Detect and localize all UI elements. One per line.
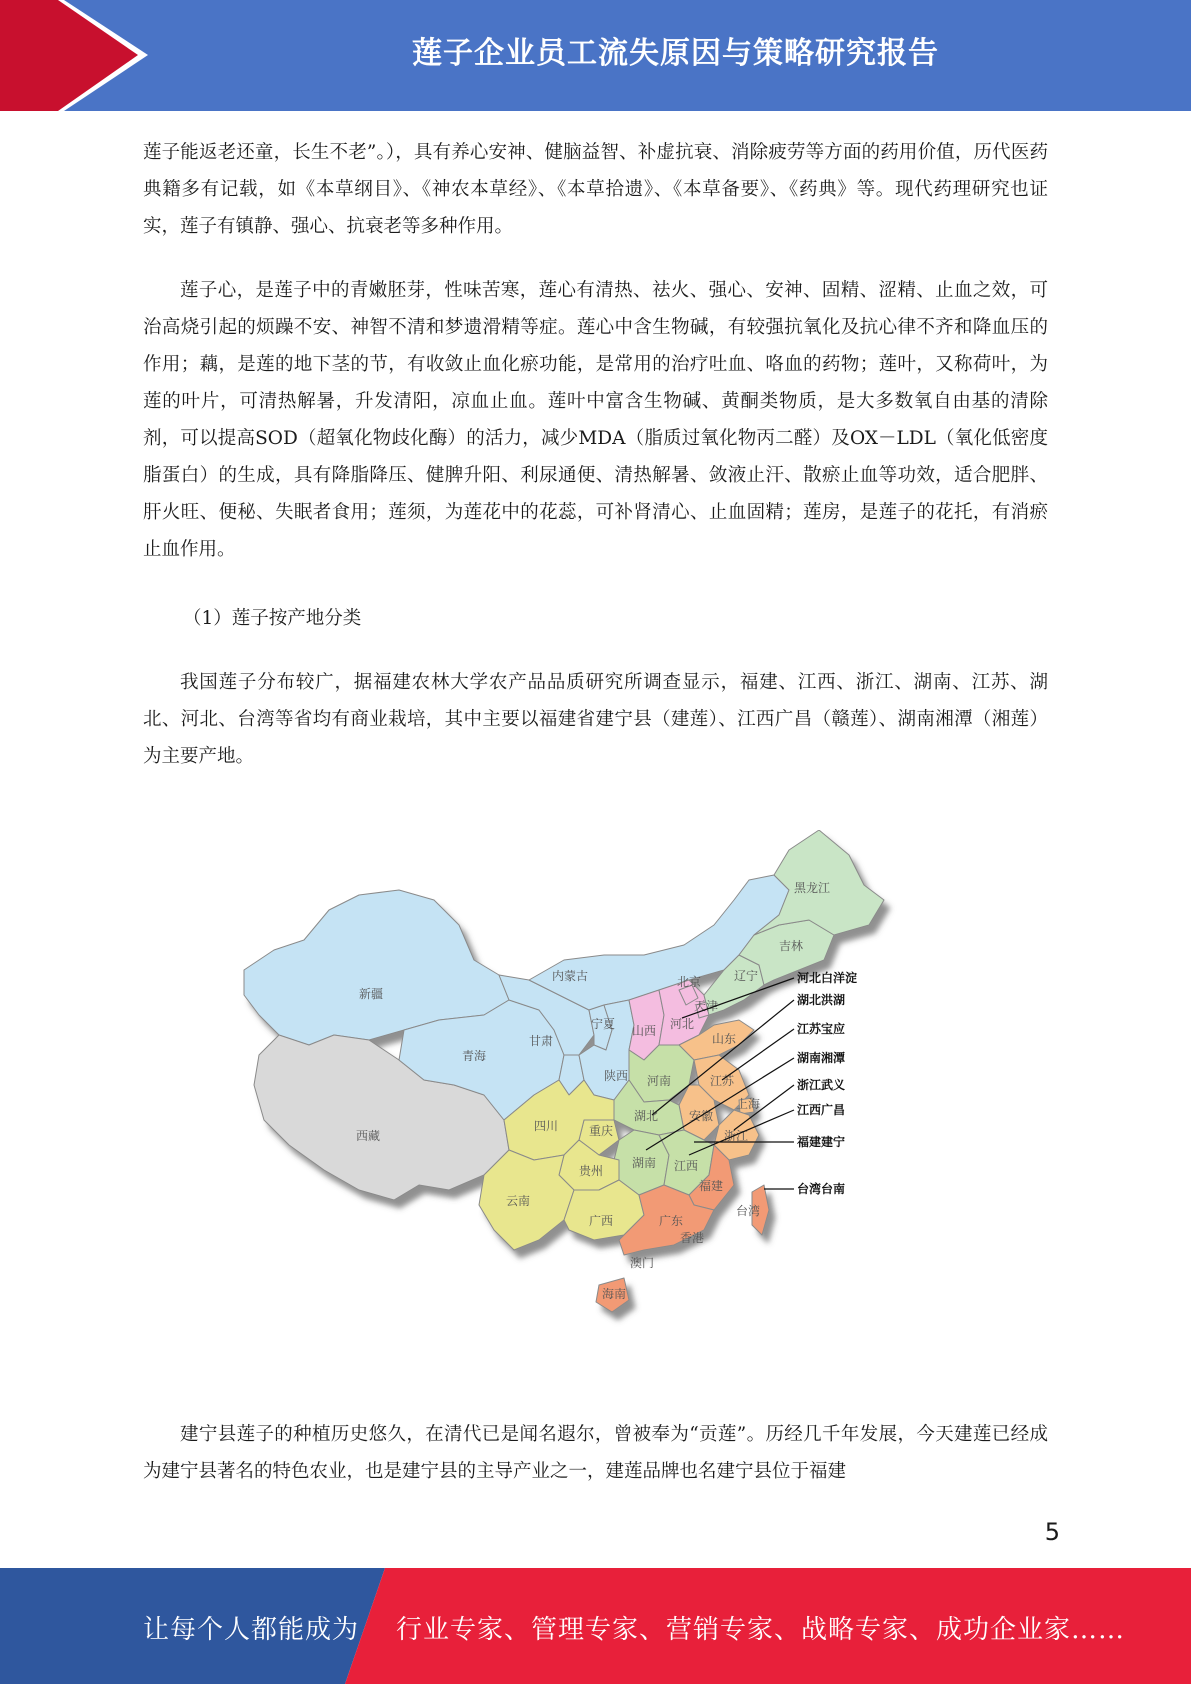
label-qinghai: 青海 bbox=[462, 1049, 487, 1063]
label-hubei: 湖北 bbox=[634, 1109, 659, 1123]
label-jiangsu: 江苏 bbox=[710, 1074, 735, 1088]
body-paragraph-3: 我国莲子分布较广，据福建农林大学农产品品质研究所调查显示，福建、江西、浙江、湖南、江苏、湖北、河北、台湾等省均有商业栽培，其中主要以福建省建宁县（建莲）、江西广昌（赣莲）、湖南湘潭（湘莲）为主要产地。 bbox=[143, 672, 1048, 767]
callout-jiangsu-baoying: 江苏宝应 bbox=[797, 1022, 846, 1036]
body-paragraph-4: 建宁县莲子的种植历史悠久，在清代已是闻名遐尔，曾被奉为“贡莲”。历经几千年发展，今天建莲已经成为建宁县著名的特色农业，也是建宁县的主导产业之一，建莲品牌也名建宁县位于福建 bbox=[143, 1424, 1048, 1482]
label-hebei: 河北 bbox=[670, 1017, 695, 1031]
label-liaoning: 辽宁 bbox=[734, 969, 759, 983]
label-xinjiang: 新疆 bbox=[359, 987, 384, 1001]
label-jilin: 吉林 bbox=[779, 939, 804, 953]
label-hong-kong: 香港 bbox=[680, 1231, 705, 1245]
callout-jiangxi-guangchang: 江西广昌 bbox=[797, 1103, 846, 1117]
callout-zhejiang-wuyi: 浙江武义 bbox=[797, 1078, 846, 1092]
label-shaanxi: 陕西 bbox=[604, 1069, 629, 1083]
callout-hubei-honghu: 湖北洪湖 bbox=[797, 993, 846, 1007]
label-ningxia: 宁夏 bbox=[591, 1017, 616, 1031]
label-heilongjiang: 黑龙江 bbox=[794, 881, 831, 895]
label-yunnan: 云南 bbox=[506, 1194, 531, 1208]
footer-slogan-right: 行业专家、管理专家、营销专家、战略专家、成功企业家…… bbox=[396, 1615, 1126, 1645]
label-taiwan: 台湾 bbox=[736, 1204, 761, 1218]
label-guangdong: 广东 bbox=[659, 1214, 684, 1228]
label-inner-mongolia: 内蒙古 bbox=[552, 969, 589, 983]
header-arrow-icon bbox=[0, 0, 160, 111]
callout-hunan-xiangtan: 湖南湘潭 bbox=[797, 1051, 846, 1065]
label-guangxi: 广西 bbox=[589, 1214, 614, 1228]
label-tianjin: 天津 bbox=[694, 999, 719, 1013]
callout-hebei-baiyangdian: 河北白洋淀 bbox=[797, 971, 858, 985]
label-hunan: 湖南 bbox=[632, 1156, 657, 1170]
label-tibet: 西藏 bbox=[356, 1129, 381, 1143]
label-jiangxi: 江西 bbox=[674, 1159, 699, 1173]
section-heading: （1）莲子按产地分类 bbox=[183, 608, 362, 629]
page-number: 5 bbox=[1044, 1518, 1060, 1546]
label-macau: 澳门 bbox=[630, 1256, 655, 1270]
label-chongqing: 重庆 bbox=[589, 1124, 614, 1138]
china-map-figure bbox=[234, 830, 934, 1370]
label-hainan: 海南 bbox=[602, 1287, 627, 1301]
page-header bbox=[0, 0, 1191, 111]
label-shandong: 山东 bbox=[712, 1032, 737, 1046]
callout-fujian-jianning: 福建建宁 bbox=[797, 1135, 846, 1149]
label-zhejiang: 浙江 bbox=[724, 1129, 749, 1143]
label-shanghai: 上海 bbox=[736, 1097, 761, 1111]
label-anhui: 安徽 bbox=[689, 1109, 714, 1123]
label-henan: 河南 bbox=[647, 1074, 672, 1088]
body-paragraph-2: 莲子心，是莲子中的青嫩胚芽，性味苦寒，莲心有清热、祛火、强心、安神、固精、涩精、止血之效，可治高烧引起的烦躁不安、神智不清和梦遗滑精等症。莲心中含生物碱，有较强抗氧化及抗心律不齐和降血压的作用；藕，是莲的地下茎的节，有收敛止血化瘀功能，是常用的治疗吐血、咯血的药物；莲叶，又称荷叶，为莲的叶片，可清热解暑，升发清阳，凉血止血。莲叶中富含生物碱、黄酮类物质，是大多数氧自由基的清除剂，可以提高SOD（超氧化物歧化酶）的活力，减少MDA（脂质过氧化物丙二醛）及OX－LDL（氧化低密度脂蛋白）的生成，具有降脂降压、健脾升阳、利尿通便、清热解暑、敛液止汗、散瘀止血等功效，适合肥胖、肝火旺、便秘、失眠者食用；莲须，为莲花中的花蕊，可补肾清心、止血固精；莲房，是莲子的花托，有消瘀止血作用。 bbox=[143, 280, 1048, 560]
label-gansu: 甘肃 bbox=[529, 1034, 554, 1048]
label-beijing: 北京 bbox=[677, 975, 702, 989]
label-shanxi: 山西 bbox=[632, 1024, 657, 1038]
body-paragraph-1: 莲子能返老还童，长生不老”。），具有养心安神、健脑益智、补虚抗衰、消除疲劳等方面的药用价值，历代医药典籍多有记载，如《本草纲目》、《神农本草经》、《本草拾遗》、《本草备要》、《药典》等。现代药理研究也证实，莲子有镇静、强心、抗衰老等多种作用。 bbox=[143, 142, 1048, 237]
label-sichuan: 四川 bbox=[534, 1119, 559, 1133]
callout-taiwan-tainan: 台湾台南 bbox=[797, 1182, 846, 1196]
footer-slogan-left: 让每个人都能成为 bbox=[143, 1615, 360, 1645]
report-title: 莲子企业员工流失原因与策略研究报告 bbox=[412, 36, 939, 71]
label-fujian: 福建 bbox=[699, 1179, 724, 1193]
label-guizhou: 贵州 bbox=[579, 1164, 604, 1178]
lotus-production-map bbox=[234, 830, 934, 1370]
